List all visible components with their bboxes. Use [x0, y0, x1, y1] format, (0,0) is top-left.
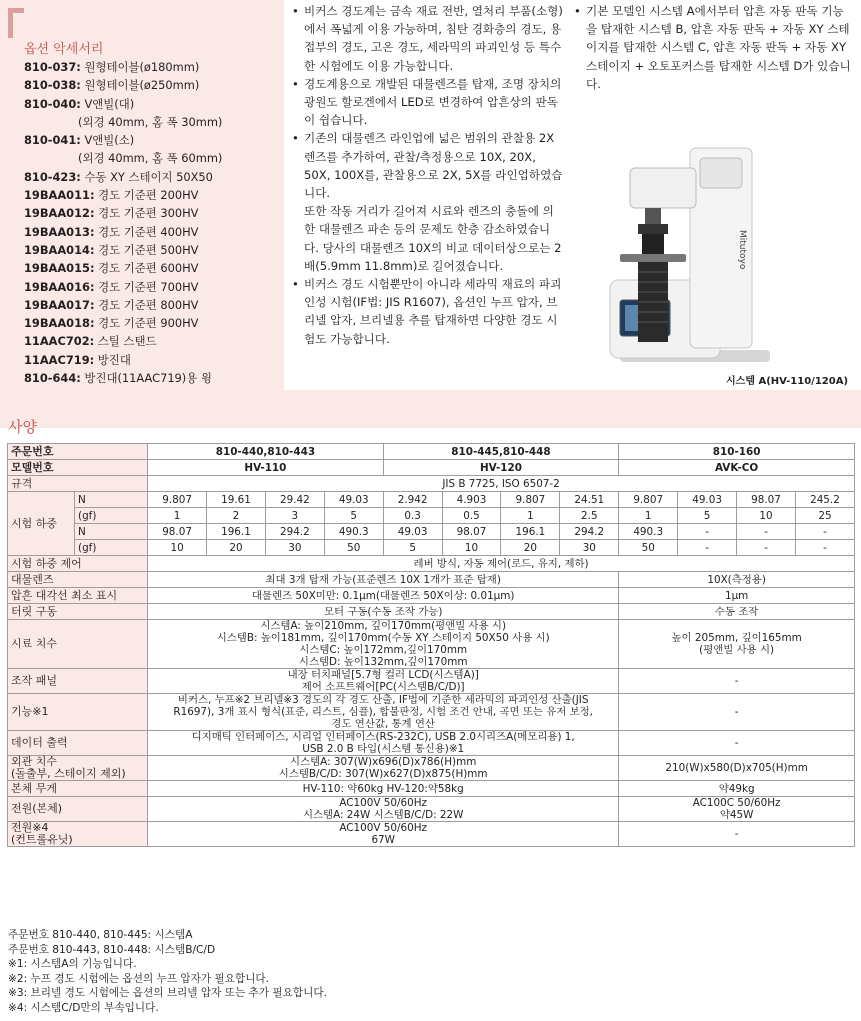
load-value: 2.5 [560, 508, 619, 524]
spec-value-line: 내장 터치패널[5.7형 컬러 LCD(시스템A)] [287, 669, 479, 681]
footnote: ※1: 시스템A의 기능입니다. [8, 958, 137, 971]
spec-value-line: R1697), 3개 표시 형식(표준, 리스트, 심플), 합불판정, 시험 조건 안내, 곡면 또는 유저 보정, [173, 706, 593, 718]
option-item [24, 76, 282, 94]
spec-row [8, 572, 855, 588]
load-value: 5 [383, 540, 442, 556]
spec-value-line: 비커스, 누프※2 브리넬※3 경도의 각 경도 산출, IF법에 기준한 세라믹의 파괴인성 산출(JIS [177, 694, 589, 706]
spec-value-avk: 1μm [619, 588, 855, 604]
load-value: 10 [737, 508, 796, 524]
load-value: 294.2 [265, 524, 324, 540]
spec-row [8, 694, 855, 731]
footnote: ※3: 브리넬 경도 시험에는 옵션의 브리넬 압자 또는 추가 필요합니다. [8, 987, 327, 1000]
load-value: 196.1 [501, 524, 560, 540]
option-text: 경도 기준편 400HV [94, 224, 199, 239]
load-value: 196.1 [207, 524, 266, 540]
spec-header-band [0, 390, 861, 428]
option-item [24, 278, 282, 296]
load-value: 20 [207, 540, 266, 556]
spec-row [8, 476, 855, 492]
order-number: 810-160 [619, 444, 855, 460]
load-value: 49.03 [324, 492, 383, 508]
load-unit: N [75, 492, 148, 508]
load-value: - [795, 540, 854, 556]
row-label: 본체 무게 [8, 781, 148, 797]
footnote: 주문번호 810-443, 810-448: 시스템B/C/D [8, 943, 216, 956]
spec-row [8, 797, 855, 822]
spec-row [8, 492, 855, 508]
feature-item: • 비커스 경도 시험뿐만이 아니라 세라믹 재료의 파괴 인성 시험(IF법: JIS R1607), 옵션인 누프 압자, 브리넬 압자, 브리넬용 추를 탑재하면 다양한 경도 시험도 가능합니다. [292, 275, 564, 348]
load-value: 24.51 [560, 492, 619, 508]
load-value: 9.807 [619, 492, 678, 508]
load-value: 20 [501, 540, 560, 556]
spec-title: 사양 [8, 418, 37, 436]
load-value: 50 [619, 540, 678, 556]
option-code: 19BAA012: [24, 206, 95, 221]
option-code: 19BAA013: [24, 224, 95, 239]
option-code: 19BAA018: [24, 316, 95, 331]
option-code: 19BAA014: [24, 242, 95, 257]
spec-row [8, 540, 855, 556]
spec-row [8, 822, 855, 847]
load-value: 98.07 [737, 492, 796, 508]
spec-value [148, 620, 619, 669]
load-value: 2.942 [383, 492, 442, 508]
model-number: AVK-CO [619, 460, 855, 476]
spec-value [148, 756, 619, 781]
load-value: 49.03 [678, 492, 737, 508]
option-text: 방진대(11AAC719)용 윙 [80, 371, 212, 386]
footnote: ※4: 시스템C/D만의 부속입니다. [8, 1001, 159, 1014]
spec-value: 모터 구동(수동 조작 가능) [148, 604, 619, 620]
load-unit: (gf) [75, 508, 148, 524]
model-number: HV-110 [148, 460, 384, 476]
option-code: 11AAC702: [24, 334, 95, 349]
row-label: 모델번호 [8, 460, 148, 476]
row-label-line: (컨트롤유닛) [11, 833, 73, 846]
option-item [24, 314, 282, 332]
spec-value-line: AC100V 50/60Hz [339, 797, 427, 809]
option-text: 경도 기준편 600HV [94, 261, 199, 276]
spec-value: HV-110: 약60kg HV-120:약58kg [148, 781, 619, 797]
options-list [24, 58, 282, 387]
load-value: 5 [678, 508, 737, 524]
spec-value-line: 시스템A: 307(W)x696(D)x786(H)mm [290, 756, 477, 768]
option-item [24, 186, 282, 204]
load-value: 9.807 [148, 492, 207, 508]
load-value: - [737, 524, 796, 540]
spec-value-line: AC100V 50/60Hz [339, 822, 427, 834]
load-value: 30 [265, 540, 324, 556]
option-item [24, 204, 282, 222]
spec-row [8, 620, 855, 669]
load-value: 30 [560, 540, 619, 556]
feature-item: 또한 작동 거리가 길어져 시료와 렌즈의 충돌에 의한 대물렌즈 파손 등의 문제도 한층 감소하였습니다. 당사의 대물렌즈 10X의 비교 데이터상으로는 2배(5.9mm 11.8mm)로 길어졌습니다. [304, 204, 562, 273]
load-value: 2 [207, 508, 266, 524]
spec-value-avk: - [619, 694, 855, 731]
option-code: 810-038: [24, 78, 81, 93]
load-value: 0.3 [383, 508, 442, 524]
corner-bracket-decoration [8, 8, 24, 38]
spec-value-line: 시스템A: 높이210mm, 깊이170mm(평앤빌 사용 시) [260, 620, 507, 632]
feature-item: • 기존의 대물렌즈 라인업에 넓은 범위의 관찰용 2X 렌즈를 추가하여, 관찰/측정용으로 10X, 20X, 50X, 100X를, 관찰용으로 2X, 5X를 라인업하였습니다. [292, 129, 564, 202]
spec-value-avk: 210(W)x580(D)x705(H)mm [619, 756, 855, 781]
load-value: 490.3 [324, 524, 383, 540]
model-number: HV-120 [383, 460, 619, 476]
features-middle [292, 2, 564, 348]
spec-row [8, 669, 855, 694]
spec-value-avk: - [619, 822, 855, 847]
load-value: - [737, 540, 796, 556]
load-value: 29.42 [265, 492, 324, 508]
option-sub: (외경 40mm, 홈 폭 60mm) [78, 151, 223, 166]
row-label [8, 756, 148, 781]
option-item [24, 168, 282, 186]
option-item [24, 296, 282, 314]
spec-value-avk-line: 높이 205mm, 깊이165mm [671, 632, 802, 644]
option-text: V앤빌(대) [80, 96, 135, 111]
row-label [8, 822, 148, 847]
spec-value-line: 제어 소프트웨어[PC(시스템B/C/D)] [301, 681, 465, 693]
spec-row [8, 731, 855, 756]
spec-row [8, 460, 855, 476]
spec-row [8, 556, 855, 572]
spec-row [8, 588, 855, 604]
option-item [24, 351, 282, 369]
spec-value [148, 694, 619, 731]
load-value: 98.07 [442, 524, 501, 540]
spec-value-avk-line: 약45W [719, 809, 754, 821]
footnote: ※2: 누프 경도 시험에는 옵션의 누프 압자가 필요합니다. [8, 972, 270, 985]
load-value: - [678, 540, 737, 556]
row-label: 대물렌즈 [8, 572, 148, 588]
load-value: 25 [795, 508, 854, 524]
option-text: 원형테이블(ø180mm) [80, 60, 200, 74]
spec-value-line: 경도 연산값, 통계 연산 [331, 718, 435, 730]
spec-row [8, 756, 855, 781]
brand-label: Mitutoyo [737, 230, 747, 270]
load-unit: N [75, 524, 148, 540]
spec-row [8, 508, 855, 524]
option-text: V앤빌(소) [80, 133, 135, 148]
spec-value-line: 디지매틱 인터페이스, 시리얼 인터페이스(RS-232C), USB 2.0시리즈A(메모리용) 1, [191, 731, 575, 743]
load-value: 1 [148, 508, 207, 524]
row-label: 전원(본체) [8, 797, 148, 822]
spec-value [148, 669, 619, 694]
row-label: 데이터 출력 [8, 731, 148, 756]
spec-value-line: USB 2.0 B 타입(시스템 통신용)※1 [302, 743, 465, 755]
row-label: 주문번호 [8, 444, 148, 460]
spec-value-avk-line: (평앤빌 사용 시) [699, 644, 775, 656]
spec-value [148, 797, 619, 822]
option-code: 810-423: [24, 169, 81, 184]
spec-value-line: 시스템A: 24W 시스템B/C/D: 22W [302, 809, 464, 821]
load-value: 4.903 [442, 492, 501, 508]
spec-row [8, 781, 855, 797]
option-text: 경도 기준편 700HV [94, 279, 199, 294]
option-item [24, 58, 282, 76]
row-label: 조작 패널 [8, 669, 148, 694]
load-value: 0.5 [442, 508, 501, 524]
spec-value: 대물렌즈 50X미만: 0.1μm(대물렌즈 50X이상: 0.01μm) [148, 588, 619, 604]
row-label-line: 전원※4 [11, 821, 49, 834]
spec-value-line: 시스템D: 높이132mm,깊이170mm [298, 656, 468, 668]
order-number: 810-440,810-443 [148, 444, 384, 460]
option-text: 방진대 [94, 352, 131, 367]
row-label: 규격 [8, 476, 148, 492]
spec-value-line: 시스템C: 높이172mm,깊이170mm [299, 644, 468, 656]
spec-value-avk [619, 797, 855, 822]
option-code: 19BAA017: [24, 297, 95, 312]
option-text: 경도 기준편 300HV [94, 206, 199, 221]
features-right [574, 2, 852, 93]
row-label: 시료 치수 [8, 620, 148, 669]
load-value: - [678, 524, 737, 540]
spec-value-avk: - [619, 731, 855, 756]
option-item [24, 332, 282, 350]
load-value: 294.2 [560, 524, 619, 540]
spec-value-avk: 10X(측정용) [619, 572, 855, 588]
row-label: 압흔 대각선 최소 표시 [8, 588, 148, 604]
load-value: 49.03 [383, 524, 442, 540]
spec-value-avk-line: AC100C 50/60Hz [692, 797, 781, 809]
load-unit: (gf) [75, 540, 148, 556]
spec-value-line: 시스템B/C/D: 307(W)x627(D)x875(H)mm [278, 768, 488, 780]
footnote: 주문번호 810-440, 810-445: 시스템A [8, 929, 193, 941]
load-value: 245.2 [795, 492, 854, 508]
option-text: 원형테이블(ø250mm) [80, 78, 200, 93]
option-item [24, 369, 282, 387]
spec-value-line: 시스템B: 높이181mm, 깊이170mm(수동 XY 스테이지 50X50 사용 시) [216, 632, 550, 644]
load-value: 9.807 [501, 492, 560, 508]
spec-value-line: 67W [371, 834, 395, 846]
row-label: 시험 하중 제어 [8, 556, 148, 572]
load-value: 1 [501, 508, 560, 524]
load-value: 5 [324, 508, 383, 524]
spec-value: 최대 3개 탑재 가능(표준렌즈 10X 1개가 표준 탑재) [148, 572, 619, 588]
row-label: 시험 하중 [8, 492, 75, 556]
load-value: 50 [324, 540, 383, 556]
feature-item: • 기본 모델인 시스템 A에서부터 압흔 자동 판독 기능을 탑재한 시스템 B, 압흔 자동 판독 + 자동 XY 스테이지를 탑재한 시스템 C, 압흔 자동 판독 + 자동 XY 스테이지 + 오토포커스를 탑재한 시스템 D가 있습니다. [574, 2, 852, 93]
standard-value: JIS B 7725, ISO 6507-2 [148, 476, 855, 492]
options-title: 옵션 악세서리 [24, 42, 104, 57]
load-value: 10 [148, 540, 207, 556]
option-code: 810-037: [24, 60, 81, 74]
row-label-line: 외관 치수 [11, 755, 58, 768]
option-text: 경도 기준편 200HV [94, 188, 199, 203]
option-item [24, 95, 282, 132]
option-text: 경도 기준편 500HV [94, 242, 199, 257]
footnotes [8, 928, 327, 1016]
option-item [24, 131, 282, 168]
option-item [24, 259, 282, 277]
machine-caption: 시스템 A(HV-110/120A) [726, 376, 849, 387]
spec-value-avk: 수동 조작 [619, 604, 855, 620]
load-value: 3 [265, 508, 324, 524]
spec-table [7, 443, 855, 847]
spec-value-avk: - [619, 669, 855, 694]
load-value: - [795, 524, 854, 540]
row-label-line: (돌출부, 스테이지 제외) [11, 767, 126, 780]
spec-row [8, 524, 855, 540]
option-sub: (외경 40mm, 홈 폭 30mm) [78, 114, 223, 129]
spec-row [8, 444, 855, 460]
spec-value: 레버 방식, 자동 제어(로드, 유지, 제하) [148, 556, 855, 572]
option-text: 수동 XY 스테이지 50X50 [80, 169, 213, 184]
load-value: 19.61 [207, 492, 266, 508]
row-label: 기능※1 [8, 694, 148, 731]
load-value: 1 [619, 508, 678, 524]
row-label: 터릿 구동 [8, 604, 148, 620]
load-value: 10 [442, 540, 501, 556]
load-value: 490.3 [619, 524, 678, 540]
spec-row [8, 604, 855, 620]
option-code: 19BAA011: [24, 188, 95, 203]
option-text: 경도 기준편 900HV [94, 316, 199, 331]
option-code: 810-040: [24, 96, 81, 111]
option-item [24, 223, 282, 241]
spec-value-avk: 약49kg [619, 781, 855, 797]
option-text: 스틸 스탠드 [94, 334, 157, 349]
option-text: 경도 기준편 800HV [94, 297, 199, 312]
spec-value [148, 731, 619, 756]
load-value: 98.07 [148, 524, 207, 540]
option-code: 810-644: [24, 371, 81, 386]
feature-item: • 경도계용으로 개발된 대물렌즈를 탑재, 조명 장치의 광원도 할로겐에서 LED로 변경하여 압흔상의 판독이 쉽습니다. [292, 75, 564, 130]
option-code: 19BAA016: [24, 279, 95, 294]
option-item [24, 241, 282, 259]
option-code: 11AAC719: [24, 352, 95, 367]
order-number: 810-445,810-448 [383, 444, 619, 460]
spec-value-avk [619, 620, 855, 669]
option-code: 810-041: [24, 133, 81, 148]
feature-item: • 비커스 경도계는 금속 재료 전반, 열처리 부품(소형)에서 폭넓게 이용 가능하며, 침탄 경화층의 경도, 용접부의 경도, 고온 경도, 세라믹의 파괴인성 등 특수한 시험에도 이용 가능합니다. [292, 2, 564, 75]
hardness-tester-image [590, 140, 850, 365]
option-code: 19BAA015: [24, 261, 95, 276]
spec-value [148, 822, 619, 847]
